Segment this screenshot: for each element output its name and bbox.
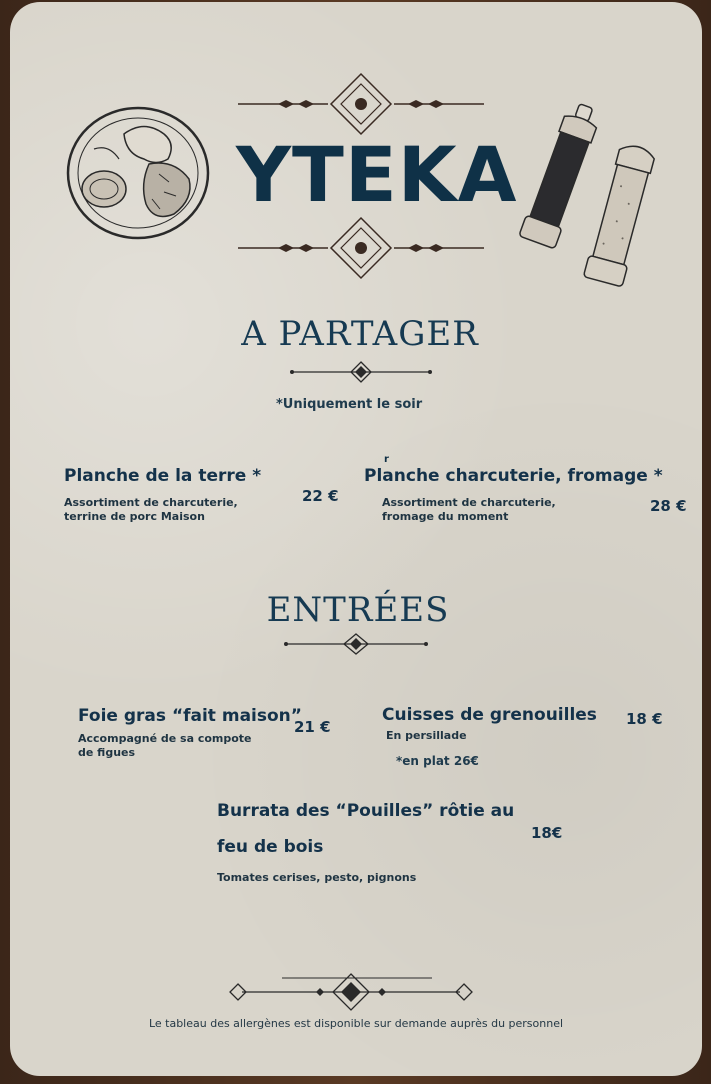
footer-ornament bbox=[222, 970, 480, 1012]
item-price: 18€ bbox=[531, 824, 563, 842]
item-name-line2: feu de bois bbox=[217, 837, 324, 857]
item-price: 22 € bbox=[302, 487, 339, 505]
item-price: 18 € bbox=[626, 710, 663, 728]
item-name: Planche charcuterie, fromage * bbox=[364, 466, 663, 486]
item-extra-note: *en plat 26€ bbox=[396, 754, 479, 768]
item-desc: Accompagné de sa compote de figues bbox=[78, 732, 252, 759]
plate-illustration bbox=[64, 104, 212, 242]
item-desc: Tomates cerises, pesto, pignons bbox=[217, 871, 417, 884]
item-desc: Assortiment de charcuterie, terrine de porc Maison bbox=[64, 496, 238, 523]
item-name: Cuisses de grenouilles bbox=[382, 705, 597, 725]
evening-only-note: *Uniquement le soir bbox=[276, 397, 423, 412]
entrees-ornament bbox=[282, 632, 430, 656]
partager-ornament bbox=[288, 360, 434, 384]
pepper-mill-illustration bbox=[510, 97, 660, 297]
header-bottom-ornament bbox=[238, 216, 484, 280]
item-desc: En persillade bbox=[386, 729, 467, 742]
allergen-notice: Le tableau des allergènes est disponible sur demande auprès du personnel bbox=[148, 1017, 564, 1030]
top-ornament bbox=[238, 72, 484, 136]
item-price: 21 € bbox=[294, 718, 331, 736]
section-title-entrees: ENTRÉES bbox=[266, 590, 450, 630]
stray-mark: r bbox=[384, 454, 389, 465]
item-price: 28 € bbox=[650, 497, 687, 515]
menu-card bbox=[10, 2, 702, 1076]
restaurant-title: YTEKA bbox=[236, 130, 518, 219]
section-title-partager: A PARTAGER bbox=[241, 314, 479, 354]
item-name: Foie gras “fait maison” bbox=[78, 706, 302, 726]
item-name: Planche de la terre * bbox=[64, 466, 262, 486]
item-name: Burrata des “Pouilles” rôtie au bbox=[217, 801, 515, 821]
item-desc: Assortiment de charcuterie, fromage du moment bbox=[382, 496, 556, 523]
